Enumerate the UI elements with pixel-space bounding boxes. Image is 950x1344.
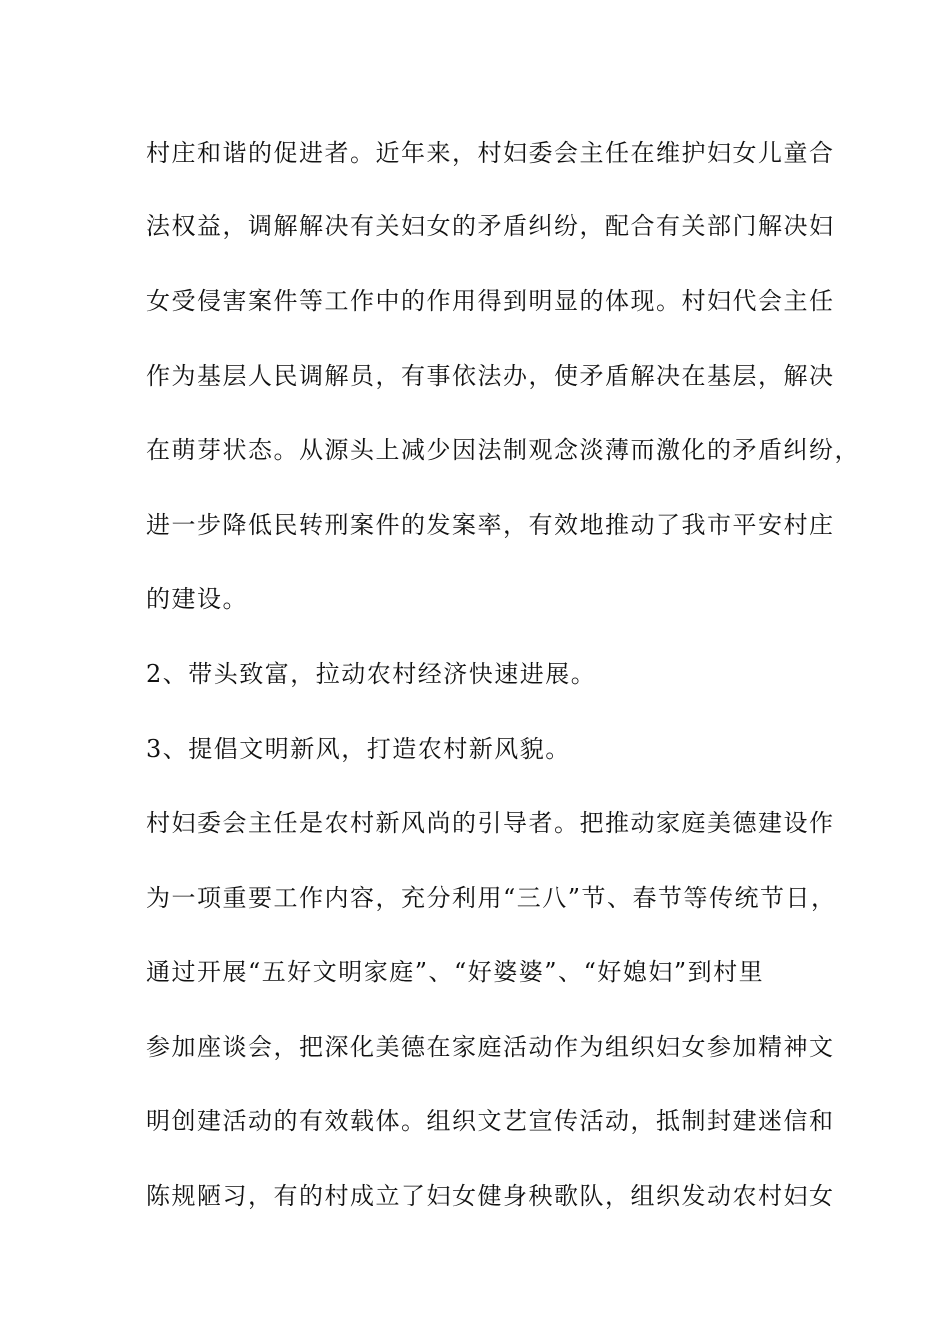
text-line: 2、带头致富，拉动农村经济快速进展。: [146, 660, 597, 688]
text-line: 的建设。: [146, 585, 248, 613]
text-line: 作为基层人民调解员，有事依法办，使矛盾解决在基层，解决: [146, 362, 835, 390]
text-line: 通过开展“五好文明家庭”、“好婆婆”、“好媳妇”到村里: [146, 958, 765, 986]
text-line: 3、提倡文明新风，打造农村新风貌。: [146, 735, 571, 763]
text-line: 进一步降低民转刑案件的发案率，有效地推动了我市平安村庄: [146, 511, 835, 539]
text-line: 村妇委会主任是农村新风尚的引导者。把推动家庭美德建设作: [146, 809, 835, 837]
text-line: 在萌芽状态。从源头上减少因法制观念淡薄而激化的矛盾纠纷，: [146, 436, 860, 464]
text-line: 女受侵害案件等工作中的作用得到明显的体现。村妇代会主任: [146, 287, 835, 315]
text-line: 法权益，调解解决有关妇女的矛盾纠纷，配合有关部门解决妇: [146, 212, 835, 240]
text-line: 村庄和谐的促进者。近年来，村妇委会主任在维护妇女儿童合: [146, 139, 835, 167]
text-line: 参加座谈会，把深化美德在家庭活动作为组织妇女参加精神文: [146, 1033, 835, 1061]
text-line: 陈规陋习，有的村成立了妇女健身秧歌队，组织发动农村妇女: [146, 1182, 835, 1210]
text-line: 明创建活动的有效载体。组织文艺宣传活动，抵制封建迷信和: [146, 1107, 835, 1135]
text-line: 为一项重要工作内容，充分利用“三八”节、春节等传统节日，: [146, 884, 837, 912]
